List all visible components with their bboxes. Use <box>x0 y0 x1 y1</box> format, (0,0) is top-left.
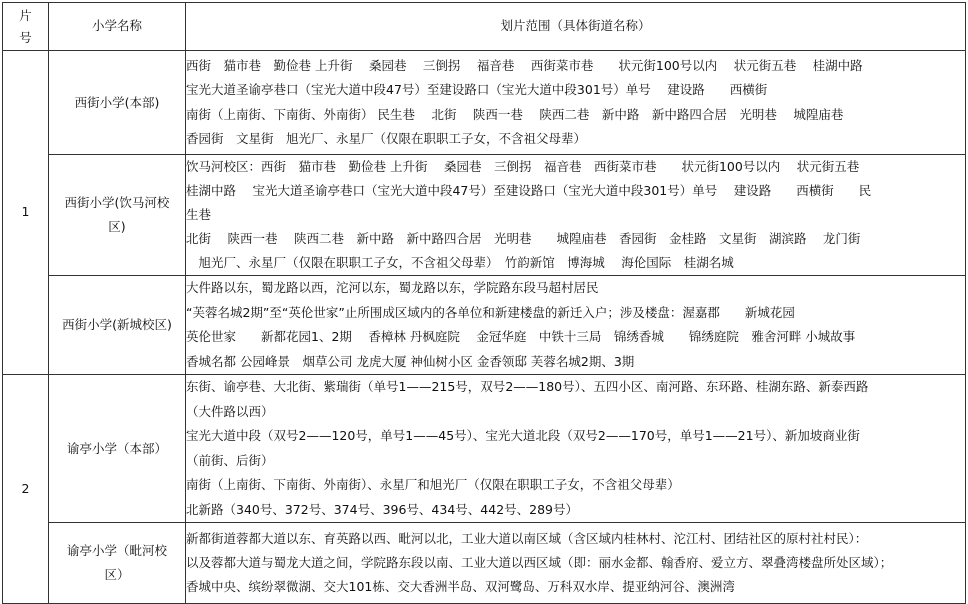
range-line: 南街（上南街、下南街、外南街）、永星厂和旭光厂（仅限在职职工子女，不含祖父母辈） <box>186 477 680 492</box>
zone-number: 2 <box>3 375 49 604</box>
range-line: 以及蓉都大道与蜀龙大道之间，学院路东段以南、工业大道以西区域（即：丽水金都、翰香府、爱立方、翠叠湾楼盘所处区域）； <box>186 555 893 570</box>
header-zone-number <box>3 3 49 51</box>
header-row <box>3 3 966 51</box>
range-line: 桂湖中路 宝光大道圣谕亭巷口（宝光大道中段47号）至建设路口（宝光大道中段301号）单号 建设路 西横街 民 <box>186 183 872 198</box>
range-line: 北街 陕西一巷 陕西二巷 新中路 新中路四合居 光明巷 城隍庙巷 香园街 金桂路 文星街 湖滨路 龙门街 <box>186 231 861 246</box>
range-cell <box>186 155 966 276</box>
school-name <box>49 276 186 375</box>
school-name <box>49 155 186 276</box>
range-line: 北新路（340号、372号、374号、396号、434号、442号、289号） <box>186 501 579 517</box>
range-line: 饮马河校区：西街 猫市巷 勤俭巷 上升街 桑园巷 三倒拐 福音巷 西街菜市巷 状元街100号以内 状元街五巷 <box>186 159 860 174</box>
school-name-text: 西街小学(新城校区) <box>62 317 172 332</box>
range-line: 宝光大道圣谕亭巷口（宝光大道中段47号）至建设路口（宝光大道中段301号）单号 建设路 西横街 <box>186 82 768 97</box>
range-line: （前街、后街） <box>186 452 274 468</box>
school-name <box>49 523 186 604</box>
header-zone-number-text: 片号 <box>19 7 32 45</box>
table-row <box>3 51 966 155</box>
zone-number: 1 <box>3 51 49 375</box>
range-line: 旭光厂、永星厂（仅限在职职工子女，不含祖父母辈） 竹韵新馆 博海城 海伦国际 桂湖名城 <box>186 255 734 270</box>
range-line: 香城中央、缤纷翠微湖、交大101栋、交大香洲半岛、双河鹭岛、万科双水岸、提亚纳河谷、澳洲湾 <box>186 579 735 594</box>
school-name: 谕亭小学（本部） <box>49 375 186 523</box>
range-line: 大件路以东，蜀龙路以西，沱河以东，蜀龙路以东，学院路东段马超村居民 <box>186 280 599 295</box>
header-school-name: 小学名称 <box>49 3 186 51</box>
range-line: 宝光大道中段（双号2——120号，单号1——45号）、宝光大道北段（双号2——170号，单号1——21号）、新加坡商业街 <box>186 428 860 443</box>
range-line: 南街（上南街、下南街、外南街） 民生巷 北街 陕西一巷 陕西二巷 新中路 新中路四合居 光明巷 城隍庙巷 <box>186 106 844 122</box>
range-line: 西街 猫市巷 勤俭巷 上升街 桑园巷 三倒拐 福音巷 西街菜市巷 状元街100号以内 状元街五巷 桂湖中路 <box>186 57 863 73</box>
range-cell <box>186 276 966 375</box>
range-cell <box>186 51 966 155</box>
zoning-table <box>2 2 966 604</box>
range-cell <box>186 523 966 604</box>
range-line: 生巷 <box>186 207 212 222</box>
range-line: 新都街道蓉都大道以东、育英路以西、毗河以北，工业大道以南区域（含区域内桂林村、沱江村、团结社区的原村社村民）： <box>186 531 868 546</box>
range-line: 香城名都 公园峰景 烟草公司 龙虎大厦 神仙树小区 金香领邸 芙蓉名城2期、3期 <box>186 353 635 369</box>
range-line: （大件路以西） <box>186 403 274 419</box>
table-row <box>3 276 966 375</box>
range-cell <box>186 375 966 523</box>
range-line: “芙蓉名城2期”至“英伦世家”止所围成区域内的各单位和新建楼盘的新迁入户；涉及楼盘：渥嘉郡 新城花园 <box>186 304 795 320</box>
table-row <box>3 375 966 523</box>
school-name-text: 谕亭小学（毗河校区） <box>66 543 167 582</box>
school-name: 西街小学(本部) <box>49 51 186 155</box>
table-row <box>3 523 966 604</box>
header-range: 划片范围（具体街道名称） <box>186 3 966 51</box>
range-line: 英伦世家 新都花园1、2期 香樟林 丹枫庭院 金冠华庭 中铁十三局 锦绣香城 锦绣庭院 雅舍河畔 小城故事 <box>186 329 856 344</box>
range-line: 香园街 文星街 旭光厂、永星厂（仅限在职职工子女，不含祖父母辈） <box>186 131 587 146</box>
school-name-text: 西街小学(饮马河校区) <box>64 195 170 234</box>
table-row <box>3 155 966 276</box>
range-line: 东街、谕亭巷、大北街、紫瑞街（单号1——215号，双号2——180号）、五四小区、南河路、东环路、桂湖东路、新泰西路 <box>186 379 869 394</box>
